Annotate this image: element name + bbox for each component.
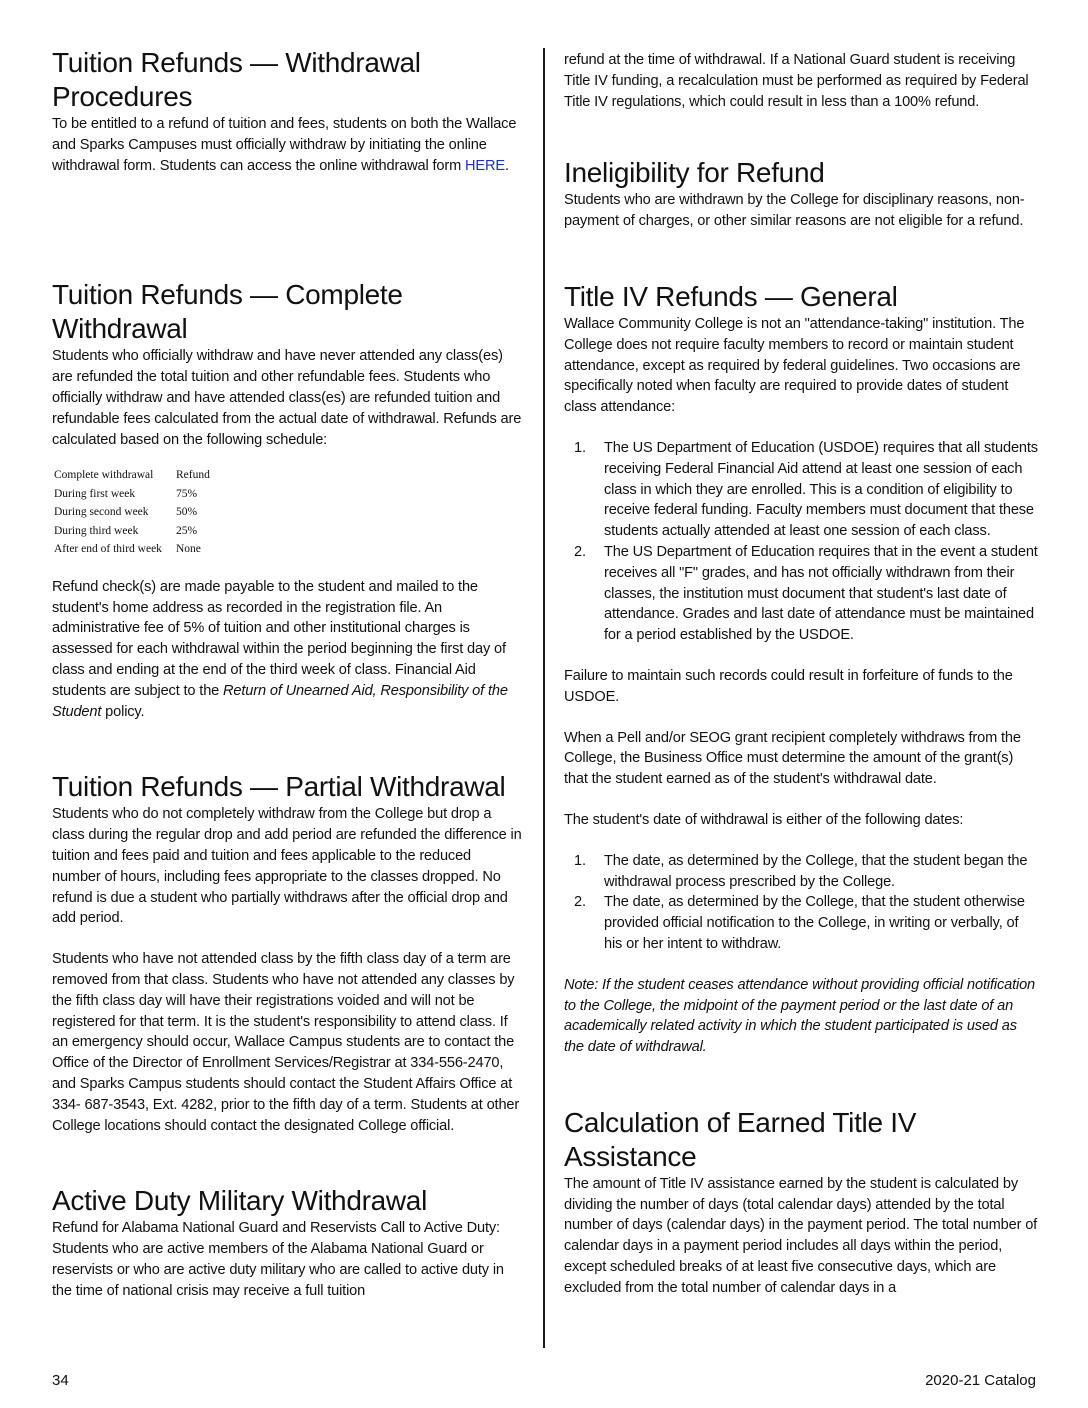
withdrawal-form-link[interactable]: HERE [465,157,505,174]
schedule-period: During first week [54,487,136,500]
spacer [52,929,522,949]
section-earned-title-iv [564,1106,1040,1299]
spacer [564,831,1040,851]
schedule-refund: None [176,543,201,556]
heading-active-duty-military: Active Duty Military Withdrawal [52,1185,428,1217]
table-row [52,522,212,541]
schedule-period: Complete withdrawal [54,469,154,482]
heading-ineligibility: Ineligibility for Refund [564,157,825,189]
list-item [564,851,1040,893]
spacer [564,112,1040,156]
column-divider [543,48,545,1348]
attendance-occasions-list [564,438,1040,646]
section-ineligibility [564,156,1040,232]
table-row [52,466,212,485]
refund-schedule-table [52,466,212,559]
spacer [52,722,522,770]
paragraph-ineligibility: Students who are withdrawn by the College for disciplinary reasons, non-payment of charges, or other similar reasons are not eligible for a refund. [564,192,1025,230]
list-number: 1. [574,852,586,869]
note-withdrawal-date: Note: If the student ceases attendance without providing official notification to the College, the midpoint of the payment period or the last date of an academically related activity in which the student participated is used as the date of withdrawal. [564,976,1035,1056]
schedule-refund: 50% [176,506,198,519]
text-policy-name: Return of Unearned Aid, Responsibility of the Student [52,682,508,720]
paragraph-complete-withdrawal-2 [52,577,522,723]
section-withdrawal-procedures [52,46,522,176]
spacer [52,176,522,278]
heading-earned-title-iv: Calculation of Earned Title IV Assistance [564,1106,917,1172]
list-number: 2. [574,543,586,560]
section-partial-withdrawal [52,770,522,1136]
spacer [52,1136,522,1184]
list-item [564,892,1040,954]
schedule-refund: 25% [176,524,198,537]
list-text: The date, as determined by the College, that the student otherwise provided official notification to the College, in writing or verbally, of his or her intent to withdraw. [604,894,1025,952]
list-text: The US Department of Education (USDOE) requires that all students receiving Federal Financial Aid attend at least one session of each class in which they are enrolled. This is a condition of eligibility to receive federal funding. Faculty members must document that these students actually attended at least one session of each class. [604,439,1038,540]
section-title-iv-general [564,280,1040,1058]
section-complete-withdrawal [52,278,522,722]
table-row [52,503,212,522]
text-withdrawal-procedures: To be entitled to a refund of tuition and fees, students on both the Wallace and Sparks Campuses must officially withdraw by initiating the online withdrawal form. Students can access the online withdrawal form [52,116,517,174]
spacer [564,790,1040,810]
schedule-period: During second week [54,506,149,519]
list-text: The date, as determined by the College, that the student began the withdrawal process prescribed by the College. [604,852,1028,890]
catalog-label: 2020-21 Catalog [925,1372,1036,1389]
paragraph-title-iv-general-4: The student's date of withdrawal is either of the following dates: [564,811,964,828]
paragraph-title-iv-general-1: Wallace Community College is not an "attendance-taking" institution. The College does not require faculty members to record or maintain student attendance, except as required by federal guidelines. Two occasions are specifically noted when faculty are required to provide dates of student class attendance: [564,315,1025,416]
table-row [52,540,212,559]
table-row [52,485,212,504]
paragraph-title-iv-general-3: When a Pell and/or SEOG grant recipient completely withdraws from the College, the Business Office must determine the amount of the grant(s) that the student earned as of the student's withdrawal date. [564,729,1021,788]
spacer [564,708,1040,728]
spacer [564,232,1040,280]
schedule-period: After end of third week [54,543,162,556]
text-refund-checks: Refund check(s) are made payable to the student and mailed to the student's home address as recorded in the registration file. An administrative fee of 5% of tuition and other institutional charges is assessed for each withdrawal within the period beginning the first day of class and ending at the end of the third week of class. Financial Aid students are subject to the [52,578,506,699]
schedule-period: During third week [54,524,139,537]
paragraph-complete-withdrawal-1: Students who officially withdraw and have never attended any class(es) are refunded the total tuition and other refundable fees. Students who officially withdraw and have attended class(es) are refunded tuition and refundable fees calculated from the actual date of withdrawal. Refunds are calculated based on the following schedule: [52,348,522,448]
spacer [564,1058,1040,1106]
schedule-refund: 75% [176,487,198,500]
list-text: The US Department of Education requires that in the event a student receives all "F" grades, and has not officially withdrawn from their classes, the institution must document that student's last date of attendance. Grades and last date of attendance must be maintained for a period established by the USDOE. [604,543,1038,644]
text-period: . [504,157,509,174]
right-column [564,50,1040,1299]
schedule-refund: Refund [176,469,210,482]
page-number: 34 [52,1372,69,1389]
paragraph-withdrawal-procedures [52,114,522,176]
list-number: 2. [574,894,586,911]
withdrawal-dates-list [564,851,1040,955]
heading-partial-withdrawal: Tuition Refunds — Partial Withdrawal [52,771,506,803]
paragraph-earned-title-iv: The amount of Title IV assistance earned by the student is calculated by dividing the number of days (total calendar days) attended by the total number of days (calendar days) in the payment period. The total number of calendar days in a payment period includes all days within the period, except scheduled breaks of at least five consecutive days, which are excluded from the total number of calendar days in a [564,1175,1038,1296]
paragraph-partial-withdrawal-2: Students who have not attended class by the fifth class day of a term are removed from that class. Students who have not attended any classes by the fifth class day will have their registrations voided and will not be registered for that term. It is the student's responsibility to attend class. If an emergency should occur, Wallace Campus students are to contact the Office of the Director of Enrollment Services/Registrar at 334-556-2470, and Sparks Campus students should contact the Student Affairs Office at 334- 687-3543, Ext. 4282, prior to the fifth day of a term. Students at other College locations should contact the designated College official. [52,951,520,1134]
spacer [564,955,1040,975]
paragraph-title-iv-general-2: Failure to maintain such records could result in forfeiture of funds to the USDOE. [564,667,1013,705]
paragraph-active-duty-continued: refund at the time of withdrawal. If a National Guard student is receiving Title IV funding, a recalculation must be performed as required by Federal Title IV regulations, which could result in less than a 100% refund. [564,52,1029,110]
list-number: 1. [574,439,586,456]
heading-withdrawal-procedures: Tuition Refunds — Withdrawal Procedures [52,47,421,112]
text-policy-end: policy. [101,703,145,720]
list-item [564,438,1040,542]
spacer [564,418,1040,438]
paragraph-partial-withdrawal-1: Students who do not completely withdraw from the College but drop a class during the regular drop and add period are refunded the difference in tuition and fees paid and tuition and fees applicable to the reduced number of hours, including fees appropriate to the classes dropped. No refund is due a student who partially withdraws after the official drop and add period. [52,806,522,927]
list-item [564,542,1040,646]
section-active-duty-military [52,1184,522,1301]
left-column [52,46,522,1302]
paragraph-active-duty-military: Refund for Alabama National Guard and Reservists Call to Active Duty: Students who are active members of the Alabama National Guard or reservists or who are active duty military who are called to active duty in the time of national crisis may receive a full tuition [52,1220,504,1299]
heading-complete-withdrawal: Tuition Refunds — Complete Withdrawal [52,279,403,345]
spacer [564,646,1040,666]
heading-title-iv-general: Title IV Refunds — General [564,280,898,312]
